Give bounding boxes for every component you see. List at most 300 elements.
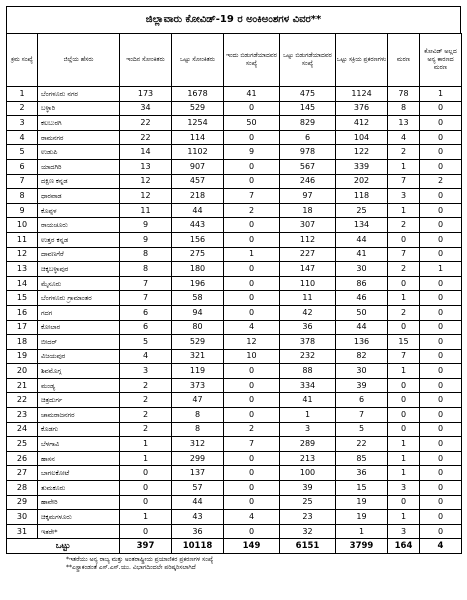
cell-today-cases: 1 <box>120 451 172 466</box>
cell-district-name: ಬಾಗಲಕೋಟೆ <box>38 466 120 481</box>
cell-deaths: 3 <box>388 481 420 496</box>
cell-non-covid-deaths: 0 <box>420 481 462 496</box>
cell-active-cases: 15 <box>336 481 388 496</box>
cell-active-cases: 412 <box>336 116 388 131</box>
cell-today-cases: 3 <box>120 364 172 379</box>
cell-total-cases: 114 <box>172 130 224 145</box>
cell-active-cases: 44 <box>336 232 388 247</box>
cell-total-discharged: 100 <box>280 466 336 481</box>
cell-non-covid-deaths: 0 <box>420 524 462 539</box>
cell-today-cases: 12 <box>120 189 172 204</box>
cell-serial: 24 <box>7 422 38 437</box>
cell-total-discharged: 23 <box>280 510 336 525</box>
cell-district-name: ಇತರೇ* <box>38 524 120 539</box>
cell-today-cases: 4 <box>120 349 172 364</box>
cell-total-cases: 218 <box>172 189 224 204</box>
total-deaths: 164 <box>388 539 420 554</box>
cell-serial: 23 <box>7 408 38 423</box>
cell-deaths: 0 <box>388 408 420 423</box>
table-row <box>7 87 462 102</box>
cell-total-cases: 44 <box>172 203 224 218</box>
cell-district-name: ಉಡುಪಿ <box>38 145 120 160</box>
cell-total-discharged: 36 <box>280 320 336 335</box>
cell-active-cases: 41 <box>336 247 388 262</box>
cell-non-covid-deaths: 0 <box>420 218 462 233</box>
cell-deaths: 2 <box>388 305 420 320</box>
cell-active-cases: 36 <box>336 466 388 481</box>
cell-total-discharged: 97 <box>280 189 336 204</box>
cell-today-discharged: 2 <box>224 203 280 218</box>
total-today-cases: 397 <box>120 539 172 554</box>
cell-total-discharged: 145 <box>280 101 336 116</box>
cell-today-discharged: 0 <box>224 495 280 510</box>
cell-district-name: ಬೆಂಗಳೂರು ನಗರ <box>38 87 120 102</box>
cell-today-cases: 8 <box>120 247 172 262</box>
cell-total-cases: 1102 <box>172 145 224 160</box>
table-row <box>7 481 462 496</box>
cell-deaths: 8 <box>388 101 420 116</box>
cell-active-cases: 118 <box>336 189 388 204</box>
cell-district-name: ತುಮಕೂರು <box>38 481 120 496</box>
cell-active-cases: 50 <box>336 305 388 320</box>
cell-district-name: ರಾಮನಗರ <box>38 130 120 145</box>
cell-deaths: 7 <box>388 349 420 364</box>
table-row <box>7 101 462 116</box>
cell-deaths: 1 <box>388 466 420 481</box>
cell-today-cases: 7 <box>120 276 172 291</box>
cell-non-covid-deaths: 1 <box>420 87 462 102</box>
cell-deaths: 4 <box>388 130 420 145</box>
cell-non-covid-deaths: 0 <box>420 291 462 306</box>
cell-today-discharged: 4 <box>224 510 280 525</box>
cell-non-covid-deaths: 0 <box>420 364 462 379</box>
cell-active-cases: 202 <box>336 174 388 189</box>
cell-today-discharged: 0 <box>224 466 280 481</box>
cell-district-name: ಚಿಕ್ಕಮಗಳೂರು <box>38 510 120 525</box>
cell-active-cases: 134 <box>336 218 388 233</box>
cell-district-name: ಬೆಳಗಾವಿ <box>38 437 120 452</box>
table-row <box>7 408 462 423</box>
footnotes <box>6 556 461 572</box>
table-row <box>7 291 462 306</box>
cell-active-cases: 376 <box>336 101 388 116</box>
cell-total-discharged: 1 <box>280 408 336 423</box>
col-header-total-discharged: ಒಟ್ಟು ಬಿಡುಗಡೆಯಾದವರ ಸಂಖ್ಯೆ <box>280 34 336 87</box>
cell-today-cases: 1 <box>120 510 172 525</box>
cell-active-cases: 6 <box>336 393 388 408</box>
cell-deaths: 7 <box>388 247 420 262</box>
cell-total-cases: 1254 <box>172 116 224 131</box>
cell-today-discharged: 0 <box>224 393 280 408</box>
cell-deaths: 3 <box>388 524 420 539</box>
cell-today-cases: 22 <box>120 130 172 145</box>
cell-district-name: ಕೊಡಗು <box>38 422 120 437</box>
cell-non-covid-deaths: 2 <box>420 174 462 189</box>
cell-serial: 2 <box>7 101 38 116</box>
cell-today-discharged: 0 <box>224 159 280 174</box>
cell-district-name: ದಕ್ಷಿಣ ಕನ್ನಡ <box>38 174 120 189</box>
cell-active-cases: 122 <box>336 145 388 160</box>
cell-total-discharged: 147 <box>280 262 336 277</box>
cell-serial: 25 <box>7 437 38 452</box>
cell-total-discharged: 227 <box>280 247 336 262</box>
cell-deaths: 0 <box>388 320 420 335</box>
cell-serial: 12 <box>7 247 38 262</box>
cell-today-cases: 0 <box>120 481 172 496</box>
table-row <box>7 495 462 510</box>
cell-district-name: ಚಿತ್ರದುರ್ಗ <box>38 393 120 408</box>
cell-serial: 28 <box>7 481 38 496</box>
cell-total-cases: 299 <box>172 451 224 466</box>
report-title: ಜಿಲ್ಲಾವಾರು ಕೋವಿಡ್-19 ರ ಅಂಕಿಅಂಶಗಳ ವಿವರ** <box>6 6 461 33</box>
cell-total-discharged: 3 <box>280 422 336 437</box>
cell-deaths: 78 <box>388 87 420 102</box>
cell-district-name: ರಾಯಚೂರು <box>38 218 120 233</box>
cell-today-discharged: 2 <box>224 422 280 437</box>
table-row <box>7 174 462 189</box>
cell-deaths: 0 <box>388 495 420 510</box>
table-row <box>7 349 462 364</box>
cell-non-covid-deaths: 0 <box>420 116 462 131</box>
cell-district-name: ಹಾಸನ <box>38 451 120 466</box>
cell-non-covid-deaths: 0 <box>420 189 462 204</box>
cell-non-covid-deaths: 0 <box>420 437 462 452</box>
cell-today-discharged: 0 <box>224 101 280 116</box>
cell-non-covid-deaths: 0 <box>420 408 462 423</box>
table-row <box>7 378 462 393</box>
table-body <box>7 87 462 539</box>
cell-total-cases: 196 <box>172 276 224 291</box>
cell-total-discharged: 18 <box>280 203 336 218</box>
cell-active-cases: 25 <box>336 203 388 218</box>
cell-deaths: 0 <box>388 276 420 291</box>
cell-total-cases: 44 <box>172 495 224 510</box>
cell-total-cases: 58 <box>172 291 224 306</box>
cell-today-cases: 34 <box>120 101 172 116</box>
cell-district-name: ಬೀದರ್ <box>38 335 120 350</box>
cell-today-cases: 8 <box>120 262 172 277</box>
cell-total-discharged: 41 <box>280 393 336 408</box>
table-row <box>7 466 462 481</box>
district-stats-table <box>6 33 462 554</box>
table-row <box>7 393 462 408</box>
table-row <box>7 510 462 525</box>
cell-non-covid-deaths: 0 <box>420 393 462 408</box>
cell-total-cases: 1678 <box>172 87 224 102</box>
cell-deaths: 15 <box>388 335 420 350</box>
cell-today-cases: 6 <box>120 305 172 320</box>
table-row <box>7 451 462 466</box>
table-row <box>7 145 462 160</box>
cell-non-covid-deaths: 0 <box>420 130 462 145</box>
cell-active-cases: 5 <box>336 422 388 437</box>
total-active-cases: 3799 <box>336 539 388 554</box>
cell-serial: 10 <box>7 218 38 233</box>
table-row <box>7 364 462 379</box>
table-row <box>7 218 462 233</box>
cell-total-cases: 80 <box>172 320 224 335</box>
cell-today-cases: 2 <box>120 408 172 423</box>
cell-deaths: 7 <box>388 174 420 189</box>
cell-total-cases: 529 <box>172 101 224 116</box>
cell-deaths: 1 <box>388 203 420 218</box>
cell-total-discharged: 232 <box>280 349 336 364</box>
cell-total-cases: 529 <box>172 335 224 350</box>
cell-serial: 21 <box>7 378 38 393</box>
total-non-covid-deaths: 4 <box>420 539 462 554</box>
cell-total-cases: 275 <box>172 247 224 262</box>
cell-non-covid-deaths: 0 <box>420 378 462 393</box>
cell-today-cases: 5 <box>120 335 172 350</box>
cell-total-discharged: 829 <box>280 116 336 131</box>
cell-today-discharged: 1 <box>224 247 280 262</box>
cell-today-cases: 11 <box>120 203 172 218</box>
col-header-active-cases: ಒಟ್ಟು ಸಕ್ರಿಯ ಪ್ರಕರಣಗಳು <box>336 34 388 87</box>
cell-today-discharged: 0 <box>224 174 280 189</box>
cell-deaths: 1 <box>388 291 420 306</box>
cell-total-cases: 907 <box>172 159 224 174</box>
cell-district-name: ಕೊಪ್ಪಳ <box>38 203 120 218</box>
table-row <box>7 422 462 437</box>
cell-total-cases: 36 <box>172 524 224 539</box>
cell-total-cases: 8 <box>172 408 224 423</box>
total-today-discharged: 149 <box>224 539 280 554</box>
cell-active-cases: 39 <box>336 378 388 393</box>
cell-serial: 6 <box>7 159 38 174</box>
cell-total-discharged: 246 <box>280 174 336 189</box>
cell-active-cases: 22 <box>336 437 388 452</box>
cell-total-cases: 43 <box>172 510 224 525</box>
cell-today-cases: 2 <box>120 393 172 408</box>
table-row <box>7 130 462 145</box>
cell-active-cases: 30 <box>336 262 388 277</box>
cell-today-discharged: 10 <box>224 349 280 364</box>
cell-today-cases: 0 <box>120 524 172 539</box>
cell-district-name: ಕೋಲಾರ <box>38 320 120 335</box>
cell-active-cases: 86 <box>336 276 388 291</box>
cell-serial: 3 <box>7 116 38 131</box>
cell-total-discharged: 42 <box>280 305 336 320</box>
cell-today-discharged: 4 <box>224 320 280 335</box>
cell-today-cases: 13 <box>120 159 172 174</box>
cell-active-cases: 136 <box>336 335 388 350</box>
cell-total-discharged: 11 <box>280 291 336 306</box>
cell-serial: 14 <box>7 276 38 291</box>
cell-non-covid-deaths: 0 <box>420 159 462 174</box>
cell-district-name: ಯಾದಗಿರಿ <box>38 159 120 174</box>
cell-serial: 15 <box>7 291 38 306</box>
cell-non-covid-deaths: 0 <box>420 510 462 525</box>
cell-today-cases: 0 <box>120 466 172 481</box>
cell-total-discharged: 110 <box>280 276 336 291</box>
cell-today-discharged: 7 <box>224 189 280 204</box>
cell-today-cases: 2 <box>120 422 172 437</box>
table-row <box>7 524 462 539</box>
cell-today-cases: 173 <box>120 87 172 102</box>
cell-district-name: ಕಲಬುರಗಿ <box>38 116 120 131</box>
cell-active-cases: 1124 <box>336 87 388 102</box>
cell-non-covid-deaths: 0 <box>420 305 462 320</box>
cell-total-cases: 137 <box>172 466 224 481</box>
cell-today-discharged: 0 <box>224 305 280 320</box>
cell-non-covid-deaths: 0 <box>420 276 462 291</box>
cell-today-discharged: 9 <box>224 145 280 160</box>
cell-active-cases: 82 <box>336 349 388 364</box>
cell-total-discharged: 39 <box>280 481 336 496</box>
cell-district-name: ಮಂಡ್ಯ <box>38 378 120 393</box>
cell-deaths: 2 <box>388 218 420 233</box>
cell-district-name: ವಿಜಯಪುರ <box>38 349 120 364</box>
cell-serial: 29 <box>7 495 38 510</box>
col-header-today-cases: ಇಂದಿನ ಸೋಂಕಿತರು <box>120 34 172 87</box>
cell-today-cases: 0 <box>120 495 172 510</box>
cell-today-discharged: 0 <box>224 364 280 379</box>
cell-total-discharged: 25 <box>280 495 336 510</box>
cell-non-covid-deaths: 0 <box>420 145 462 160</box>
cell-serial: 30 <box>7 510 38 525</box>
total-total-discharged: 6151 <box>280 539 336 554</box>
cell-district-name: ಬಳ್ಳಾರಿ <box>38 101 120 116</box>
cell-today-discharged: 0 <box>224 232 280 247</box>
cell-serial: 27 <box>7 466 38 481</box>
cell-serial: 22 <box>7 393 38 408</box>
cell-deaths: 3 <box>388 189 420 204</box>
cell-total-discharged: 112 <box>280 232 336 247</box>
cell-active-cases: 339 <box>336 159 388 174</box>
cell-today-cases: 1 <box>120 437 172 452</box>
cell-serial: 1 <box>7 87 38 102</box>
cell-today-cases: 7 <box>120 291 172 306</box>
cell-total-discharged: 378 <box>280 335 336 350</box>
cell-active-cases: 30 <box>336 364 388 379</box>
cell-active-cases: 7 <box>336 408 388 423</box>
total-label: ಒಟ್ಟು <box>7 539 120 554</box>
cell-total-discharged: 213 <box>280 451 336 466</box>
table-row <box>7 189 462 204</box>
cell-active-cases: 1 <box>336 524 388 539</box>
table-row <box>7 320 462 335</box>
cell-today-discharged: 50 <box>224 116 280 131</box>
cell-district-name: ಶಿವಮೊಗ್ಗ <box>38 364 120 379</box>
cell-district-name: ಗದಗ <box>38 305 120 320</box>
cell-serial: 13 <box>7 262 38 277</box>
cell-total-cases: 312 <box>172 437 224 452</box>
total-total-cases: 10118 <box>172 539 224 554</box>
cell-deaths: 0 <box>388 378 420 393</box>
cell-active-cases: 85 <box>336 451 388 466</box>
table-row <box>7 232 462 247</box>
cell-total-discharged: 307 <box>280 218 336 233</box>
table-row <box>7 116 462 131</box>
table-header-row <box>7 34 462 87</box>
cell-deaths: 1 <box>388 159 420 174</box>
cell-district-name: ಚಾಮರಾಜನಗರ <box>38 408 120 423</box>
cell-total-discharged: 289 <box>280 437 336 452</box>
table-row <box>7 262 462 277</box>
cell-total-discharged: 475 <box>280 87 336 102</box>
cell-today-cases: 6 <box>120 320 172 335</box>
cell-today-discharged: 0 <box>224 130 280 145</box>
col-header-total-cases: ಒಟ್ಟು ಸೋಂಕಿತರು <box>172 34 224 87</box>
cell-total-cases: 156 <box>172 232 224 247</box>
cell-non-covid-deaths: 0 <box>420 232 462 247</box>
cell-active-cases: 46 <box>336 291 388 306</box>
cell-active-cases: 19 <box>336 495 388 510</box>
cell-district-name: ಹಾವೇರಿ <box>38 495 120 510</box>
cell-non-covid-deaths: 0 <box>420 422 462 437</box>
cell-district-name: ಬೆಂಗಳೂರು ಗ್ರಾಮಾಂತರ <box>38 291 120 306</box>
cell-total-discharged: 334 <box>280 378 336 393</box>
cell-today-cases: 9 <box>120 232 172 247</box>
cell-non-covid-deaths: 0 <box>420 335 462 350</box>
cell-serial: 20 <box>7 364 38 379</box>
table-row <box>7 437 462 452</box>
cell-non-covid-deaths: 1 <box>420 262 462 277</box>
cell-non-covid-deaths: 0 <box>420 495 462 510</box>
cell-non-covid-deaths: 0 <box>420 349 462 364</box>
table-row <box>7 203 462 218</box>
cell-deaths: 2 <box>388 145 420 160</box>
col-header-district: ಜಿಲ್ಲೆಯ ಹೆಸರು <box>38 34 120 87</box>
cell-total-discharged: 32 <box>280 524 336 539</box>
cell-serial: 19 <box>7 349 38 364</box>
cell-serial: 8 <box>7 189 38 204</box>
cell-total-discharged: 567 <box>280 159 336 174</box>
cell-deaths: 2 <box>388 262 420 277</box>
cell-today-discharged: 7 <box>224 437 280 452</box>
cell-serial: 4 <box>7 130 38 145</box>
cell-deaths: 1 <box>388 364 420 379</box>
cell-serial: 5 <box>7 145 38 160</box>
cell-deaths: 1 <box>388 510 420 525</box>
cell-today-cases: 2 <box>120 378 172 393</box>
cell-district-name: ಚಿಕ್ಕಬಳ್ಳಾಪುರ <box>38 262 120 277</box>
cell-district-name: ಧಾರವಾಡ <box>38 189 120 204</box>
cell-today-cases: 12 <box>120 174 172 189</box>
cell-today-discharged: 0 <box>224 262 280 277</box>
cell-today-discharged: 0 <box>224 276 280 291</box>
cell-today-discharged: 0 <box>224 291 280 306</box>
footnote-revision: **ಎಸ್ಟ್ರಾಕಂಡಂತೆ ಎಸ್.ಎಸ್.ಯು. ವಿಭಾಗದಿಂದಲೇ ಪರಿಷ್ಕರಿಸಲಾಗಿದೆ <box>66 564 196 572</box>
cell-non-covid-deaths: 0 <box>420 101 462 116</box>
cell-serial: 31 <box>7 524 38 539</box>
cell-non-covid-deaths: 0 <box>420 466 462 481</box>
cell-today-cases: 22 <box>120 116 172 131</box>
cell-today-discharged: 12 <box>224 335 280 350</box>
cell-serial: 7 <box>7 174 38 189</box>
cell-total-cases: 94 <box>172 305 224 320</box>
cell-non-covid-deaths: 0 <box>420 203 462 218</box>
cell-non-covid-deaths: 0 <box>420 247 462 262</box>
footnote-others: *ಇತರೆಯು ಅನ್ಯ ರಾಜ್ಯ ಮತ್ತು ಅಂತರಾಷ್ಟ್ರೀಯ ಪ್ರಯಾಣಿಕರ ಪ್ರಕರಣಗಳ ಸಂಖ್ಯೆ <box>66 556 214 564</box>
cell-active-cases: 104 <box>336 130 388 145</box>
cell-total-cases: 119 <box>172 364 224 379</box>
cell-serial: 16 <box>7 305 38 320</box>
total-row <box>7 539 462 554</box>
cell-deaths: 0 <box>388 422 420 437</box>
cell-today-discharged: 41 <box>224 87 280 102</box>
col-header-non-covid-deaths: ಕೋವಿಡ್ ಅಲ್ಲದ ಅನ್ಯ ಕಾರಣದ ಮರಣ <box>420 34 462 87</box>
cell-deaths: 1 <box>388 451 420 466</box>
cell-total-cases: 443 <box>172 218 224 233</box>
cell-today-discharged: 0 <box>224 408 280 423</box>
cell-today-discharged: 0 <box>224 218 280 233</box>
cell-today-discharged: 0 <box>224 481 280 496</box>
cell-district-name: ಮೈಸೂರು <box>38 276 120 291</box>
table-row <box>7 159 462 174</box>
cell-total-cases: 373 <box>172 378 224 393</box>
covid-district-report <box>6 6 461 572</box>
